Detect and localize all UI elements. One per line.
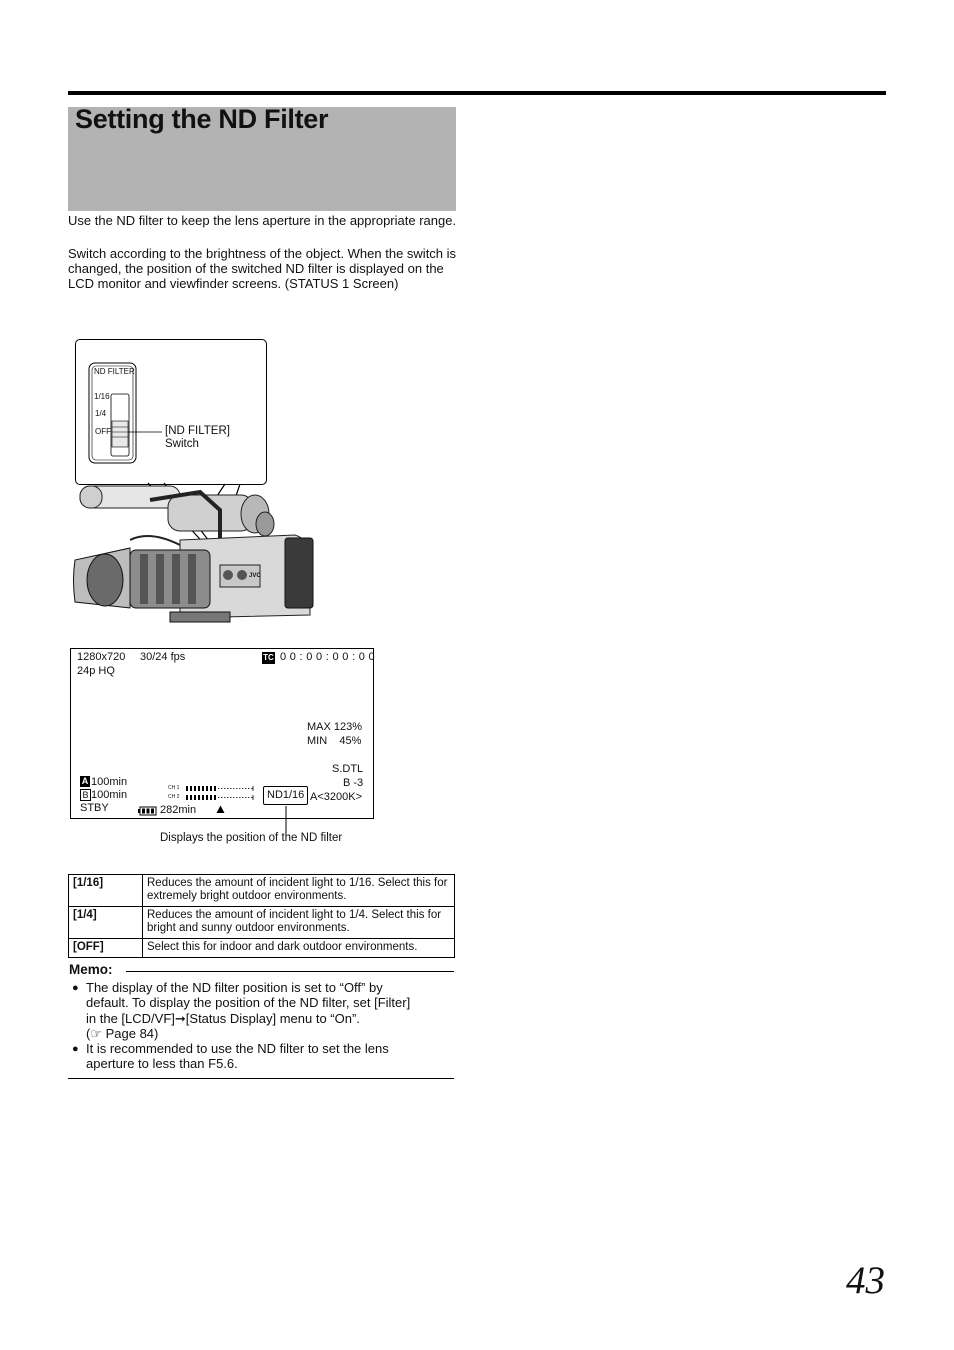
- switch-label-line1: [ND FILTER]: [165, 425, 230, 437]
- switch-pos-off: OFF: [95, 427, 111, 436]
- page-number: 43: [846, 1259, 885, 1302]
- arrow-right-icon: ➞: [174, 1010, 186, 1026]
- memo-item-1-line-1: The display of the ND filter position is set to “Off” by: [86, 980, 383, 995]
- timecode-icon: TC: [263, 653, 274, 662]
- memo-bottom-rule: [68, 1078, 454, 1079]
- table-key: [1/4]: [69, 907, 143, 939]
- osd-black: B -3: [343, 777, 364, 789]
- osd-nd-position: ND1/16: [263, 786, 308, 805]
- memo-item-2: It is recommended to use the ND filter to set the lens aperture to less than F5.6.: [86, 1041, 389, 1072]
- memo-item-1: [86, 980, 458, 1042]
- bullet-icon: ●: [72, 982, 79, 994]
- memo-item-1-line-3b: [Status Display] menu to “On”.: [185, 1010, 360, 1026]
- switch-label: [165, 425, 230, 451]
- osd-max: MAX 123%: [307, 721, 363, 733]
- osd-slot-b: 100min: [91, 789, 128, 801]
- intro-paragraph-2: Switch according to the brightness of the object. When the switch is changed, the position of the switched ND filter is displayed on the LCD monitor and viewfinder screens. (STATUS 1 Screen): [68, 246, 457, 292]
- top-rule: [68, 91, 886, 95]
- camcorder-illustration: [70, 480, 322, 628]
- osd-format: 24p HQ: [77, 665, 115, 677]
- battery-icon: [138, 806, 158, 816]
- memo-item-1-page-ref: (☞ Page 84): [86, 1026, 159, 1042]
- switch-pos-1-16: 1/16: [94, 392, 110, 401]
- osd-resolution: 1280x720: [77, 651, 126, 663]
- nd-settings-table: [68, 874, 455, 958]
- table-key: [OFF]: [69, 939, 143, 958]
- memo-item-1-line-3a: in the [LCD/VF]: [86, 1010, 175, 1026]
- table-row: [69, 907, 455, 939]
- triangle-up-icon: [216, 805, 225, 814]
- osd-sdtl: S.DTL: [332, 763, 364, 775]
- osd-min: MIN 45%: [307, 735, 362, 747]
- memo-rule: [126, 971, 454, 972]
- osd-stby: STBY: [80, 802, 109, 814]
- osd-battery: 282min: [160, 804, 197, 816]
- nd-switch-illustration: [75, 339, 267, 499]
- switch-header: ND FILTER: [94, 367, 135, 376]
- osd-ch2: CH 2: [168, 794, 180, 800]
- osd-ch1: CH 1: [168, 785, 180, 791]
- switch-pos-1-4: 1/4: [95, 409, 107, 418]
- osd-timecode: 0 0 : 0 0 : 0 0 : 0 0: [280, 651, 375, 663]
- memo-item-1-line-3: [86, 1011, 458, 1026]
- table-row: [69, 939, 455, 958]
- page-title: Setting the ND Filter: [75, 104, 329, 134]
- table-desc: Reduces the amount of incident light to 1/4. Select this for bright and sunny outdoor environments.: [143, 907, 455, 939]
- table-key: [1/16]: [69, 875, 143, 907]
- status-screen-caption: Displays the position of the ND filter: [160, 832, 343, 844]
- audio-level-meter: [185, 784, 257, 804]
- camera-brand-badge: JVC: [249, 573, 261, 579]
- table-desc: Select this for indoor and dark outdoor environments.: [143, 939, 455, 958]
- osd-slot-a: 100min: [91, 776, 128, 788]
- slot-b-icon: B: [80, 789, 91, 801]
- memo-title: Memo:: [69, 962, 113, 977]
- switch-label-line2: Switch: [165, 438, 199, 450]
- osd-white-balance: A<3200K>: [310, 791, 362, 803]
- memo-item-1-line-2: default. To display the position of the ND filter, set [Filter]: [86, 995, 411, 1011]
- table-row: [69, 875, 455, 907]
- slot-a-icon: A: [81, 776, 89, 786]
- intro-paragraph-1: Use the ND filter to keep the lens aperture in the appropriate range.: [68, 213, 457, 228]
- osd-fps: 30/24 fps: [140, 651, 186, 663]
- bullet-icon: ●: [72, 1043, 79, 1055]
- table-desc: Reduces the amount of incident light to 1/16. Select this for extremely bright outdoor environments.: [143, 875, 455, 907]
